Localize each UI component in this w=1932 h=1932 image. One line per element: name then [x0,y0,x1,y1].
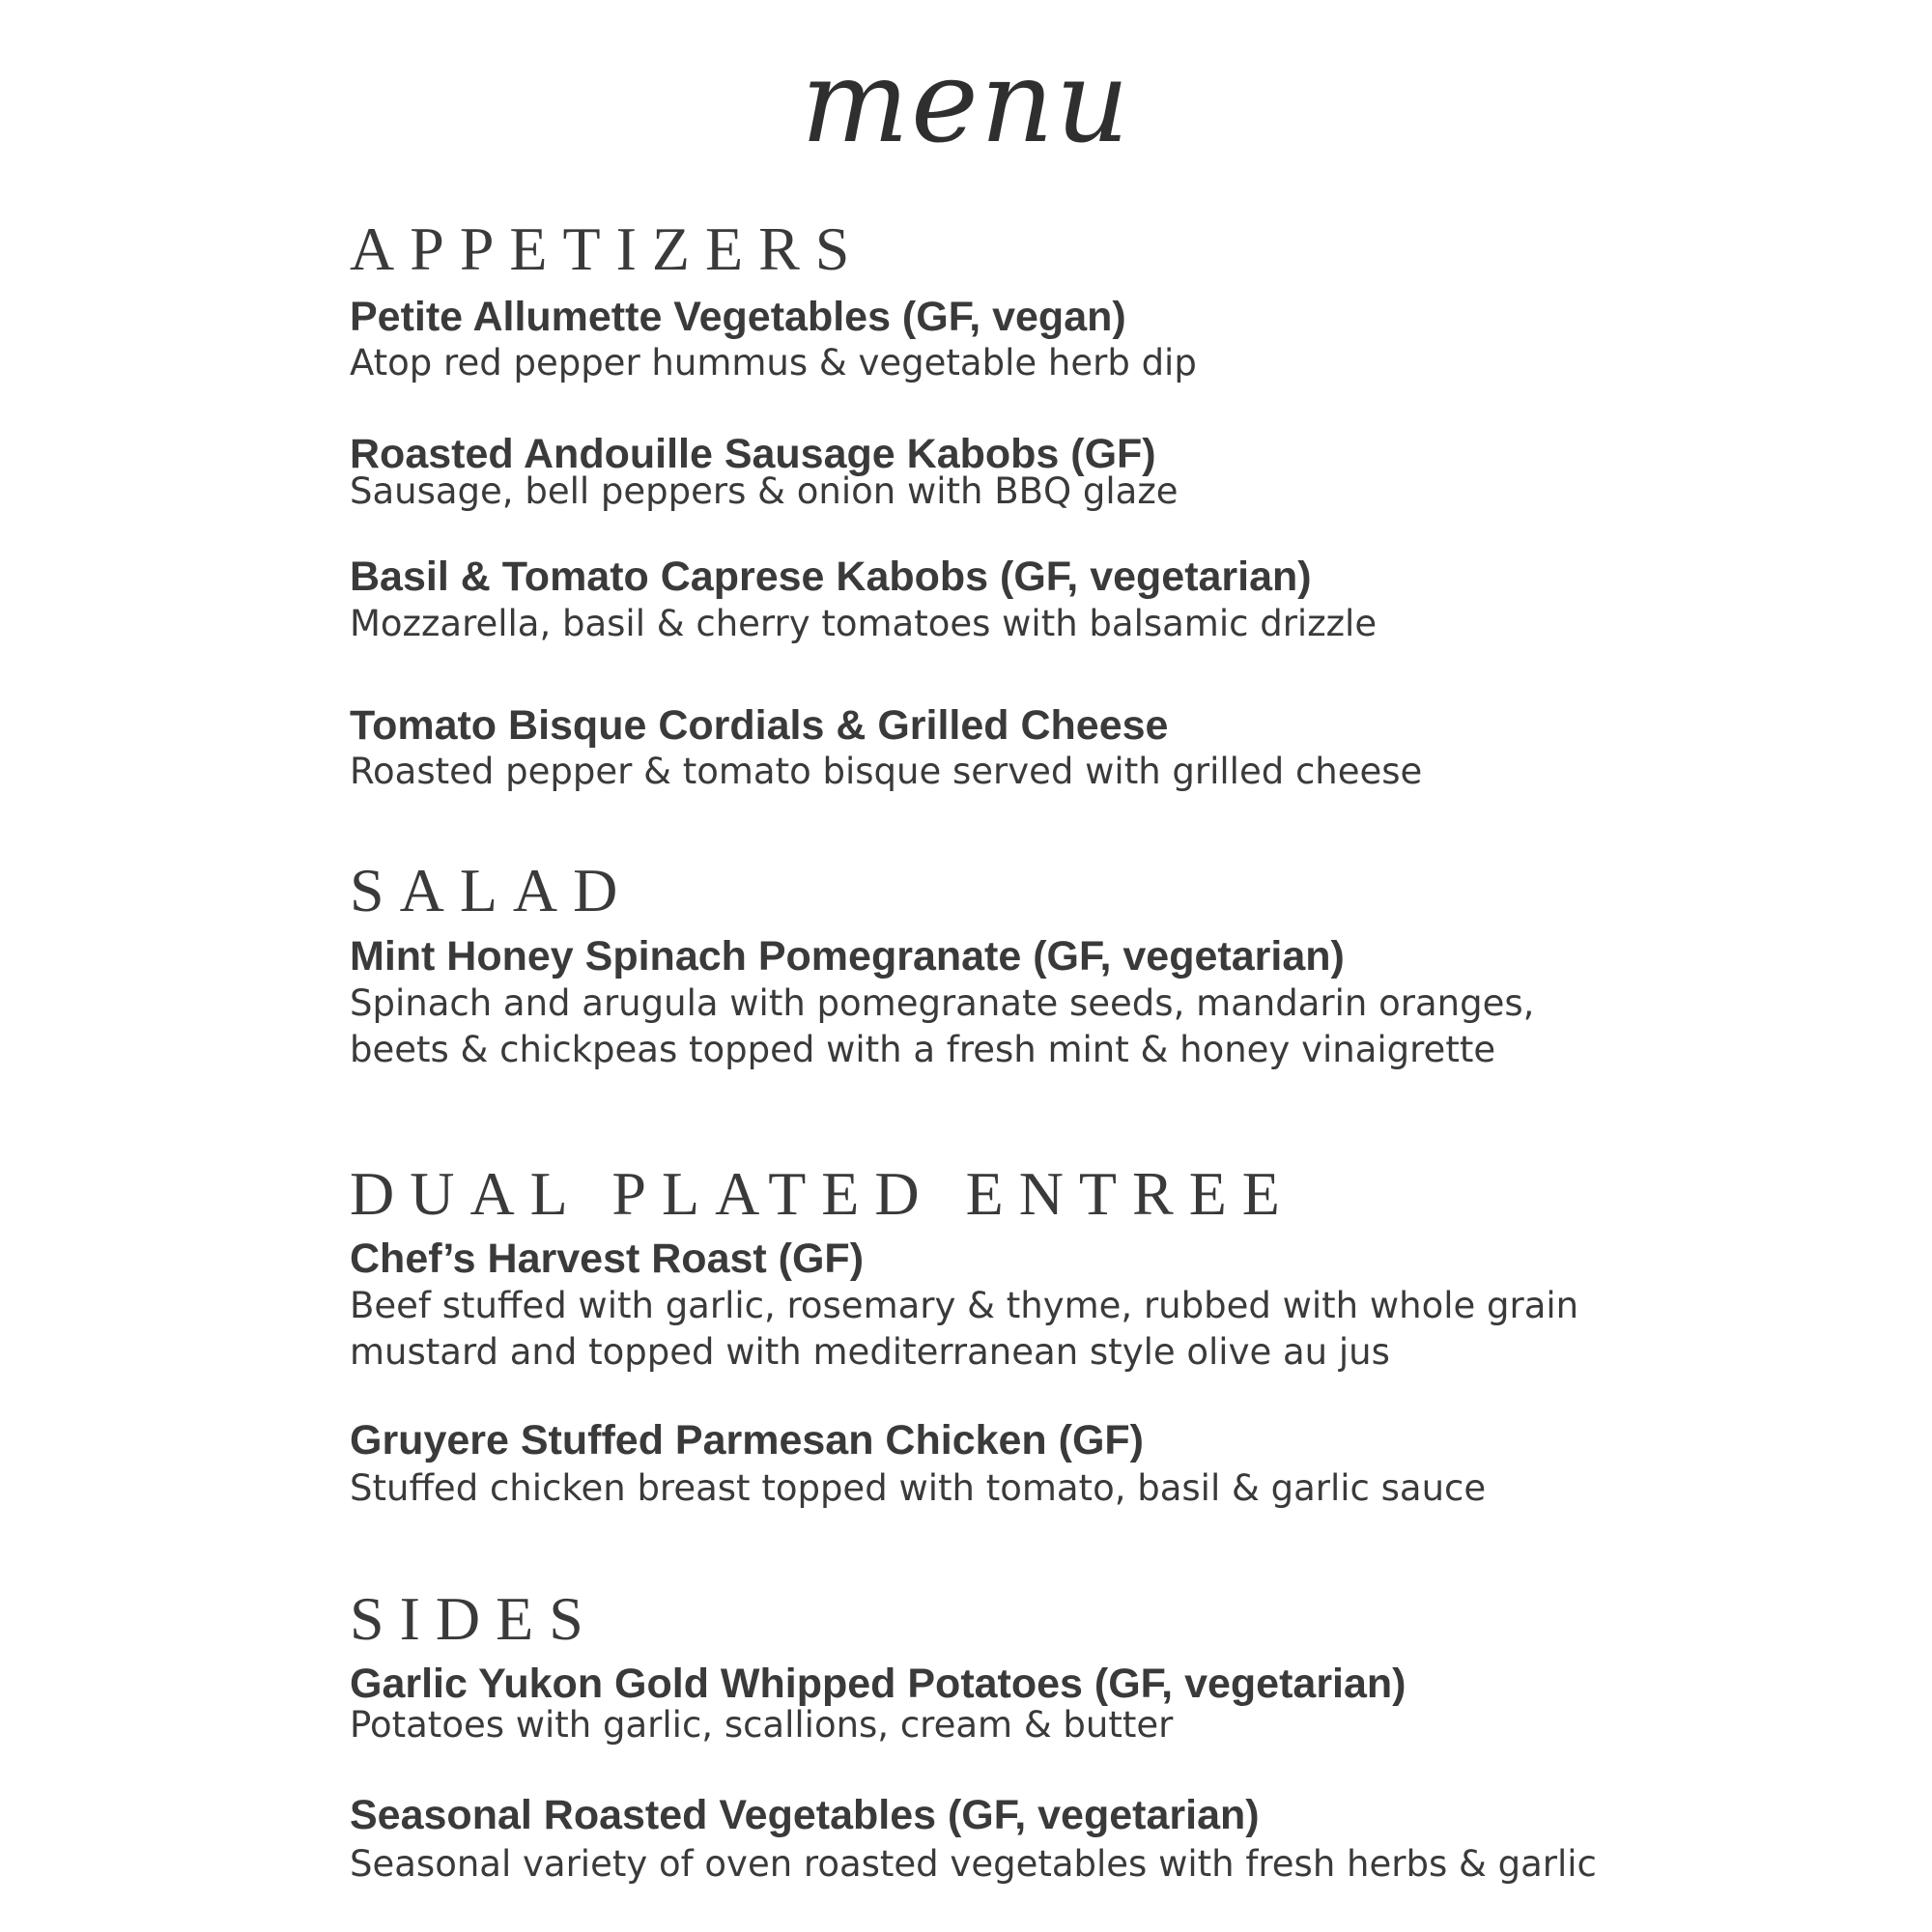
item-description: Sausage, bell peppers & onion with BBQ glaze [350,470,1179,512]
item-name: Tomato Bisque Cordials & Grilled Cheese [350,702,1169,749]
item-description: mustard and topped with mediterranean style olive au jus [350,1331,1390,1373]
item-name: Seasonal Roasted Vegetables (GF, vegetarian) [350,1792,1260,1838]
section-heading-appetizers: APPETIZERS [350,214,866,283]
item-description: Stuffed chicken breast topped with tomato, basil & garlic sauce [350,1467,1487,1509]
item-name: Basil & Tomato Caprese Kabobs (GF, vegetarian) [350,554,1312,600]
item-description: beets & chickpeas topped with a fresh mint & honey vinaigrette [350,1029,1496,1070]
section-heading-dual-plated-entree: DUAL PLATED ENTREE [350,1159,1295,1228]
item-description: Mozzarella, basil & cherry tomatoes with balsamic drizzle [350,603,1378,644]
item-description: Atop red pepper hummus & vegetable herb dip [350,342,1197,384]
item-description: Potatoes with garlic, scallions, cream & butter [350,1704,1174,1746]
section-heading-sides: SIDES [350,1584,599,1653]
item-name: Roasted Andouille Sausage Kabobs (GF) [350,431,1156,477]
item-description: Seasonal variety of oven roasted vegetables with fresh herbs & garlic [350,1843,1597,1885]
item-name: Gruyere Stuffed Parmesan Chicken (GF) [350,1417,1144,1463]
item-description: Spinach and arugula with pomegranate seeds, mandarin oranges, [350,982,1535,1024]
section-heading-salad: SALAD [350,856,634,924]
item-name: Petite Allumette Vegetables (GF, vegan) [350,294,1126,340]
item-name: Chef’s Harvest Roast (GF) [350,1236,865,1282]
item-description: Roasted pepper & tomato bisque served with grilled cheese [350,751,1423,792]
item-name: Garlic Yukon Gold Whipped Potatoes (GF, vegetarian) [350,1661,1406,1707]
menu-title: menu [801,35,1131,168]
item-description: Beef stuffed with garlic, rosemary & thyme, rubbed with whole grain [350,1285,1579,1326]
item-name: Mint Honey Spinach Pomegranate (GF, vegetarian) [350,933,1345,980]
